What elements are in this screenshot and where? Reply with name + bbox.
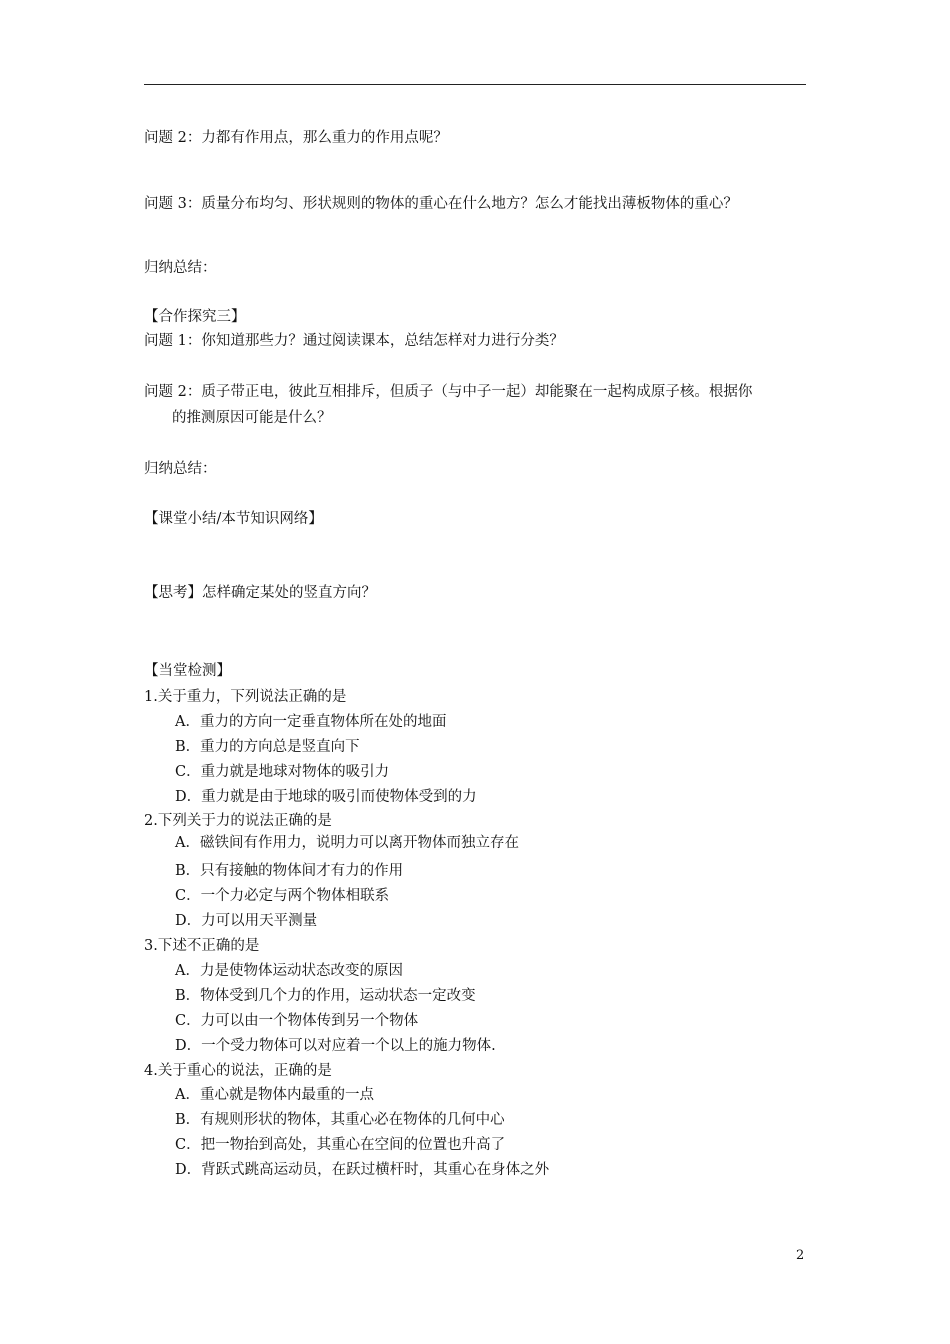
section-think: 【思考】怎样确定某处的竖直方向？ <box>144 585 376 601</box>
quiz-2-option-b: B．只有接触的物体间才有力的作用 <box>175 863 404 879</box>
header-rule <box>144 84 806 85</box>
quiz-stem-3: 3.下述不正确的是 <box>144 938 260 954</box>
summary-label-1: 归纳总结： <box>144 260 217 276</box>
quiz-4-option-c: C．把一物抬到高处，其重心在空间的位置也升高了 <box>175 1137 506 1153</box>
quiz-4-option-d: D．背跃式跳高运动员，在跃过横杆时，其重心在身体之外 <box>175 1162 550 1178</box>
quiz-3-option-c: C．力可以由一个物体传到另一个物体 <box>175 1013 419 1029</box>
question-2-nucleus-line-2: 的推测原因可能是什么？ <box>172 410 332 426</box>
section-heading-recap: 【课堂小结/本节知识网络】 <box>144 511 323 527</box>
quiz-2-option-c: C．一个力必定与两个物体相联系 <box>175 888 390 904</box>
quiz-1-option-d: D．重力就是由于地球的吸引而使物体受到的力 <box>175 789 477 805</box>
quiz-3-option-a: A．力是使物体运动状态改变的原因 <box>175 963 403 979</box>
question-1-force-types: 问题 1：你知道那些力？通过阅读课本，总结怎样对力进行分类？ <box>144 333 564 349</box>
section-heading-cooperative-3: 【合作探究三】 <box>144 309 246 325</box>
question-2-gravity-point: 问题 2：力都有作用点，那么重力的作用点呢？ <box>144 130 448 146</box>
quiz-4-option-b: B．有规则形状的物体，其重心必在物体的几何中心 <box>175 1112 505 1128</box>
quiz-stem-4: 4.关于重心的说法，正确的是 <box>144 1063 332 1079</box>
question-3-center-of-gravity: 问题 3：质量分布均匀、形状规则的物体的重心在什么地方？怎么才能找出薄板物体的重心？ <box>144 196 738 212</box>
quiz-1-option-c: C．重力就是地球对物体的吸引力 <box>175 764 390 780</box>
quiz-4-option-a: A．重心就是物体内最重的一点 <box>175 1087 374 1103</box>
summary-label-2: 归纳总结： <box>144 461 217 477</box>
quiz-3-option-b: B．物体受到几个力的作用，运动状态一定改变 <box>175 988 476 1004</box>
quiz-3-option-d: D．一个受力物体可以对应着一个以上的施力物体. <box>175 1038 496 1054</box>
quiz-stem-1: 1.关于重力，下列说法正确的是 <box>144 689 347 705</box>
section-heading-quiz: 【当堂检测】 <box>144 663 231 679</box>
page-number: 2 <box>796 1248 805 1263</box>
question-2-nucleus-line-1: 问题 2：质子带正电，彼此互相排斥，但质子（与中子一起）却能聚在一起构成原子核。根据你 <box>144 384 753 400</box>
quiz-stem-2: 2.下列关于力的说法正确的是 <box>144 813 332 829</box>
quiz-1-option-b: B．重力的方向总是竖直向下 <box>175 739 360 755</box>
quiz-1-option-a: A．重力的方向一定垂直物体所在处的地面 <box>175 714 447 730</box>
quiz-2-option-a: A．磁铁间有作用力，说明力可以离开物体而独立存在 <box>175 835 519 851</box>
quiz-2-option-d: D．力可以用天平测量 <box>175 913 318 929</box>
